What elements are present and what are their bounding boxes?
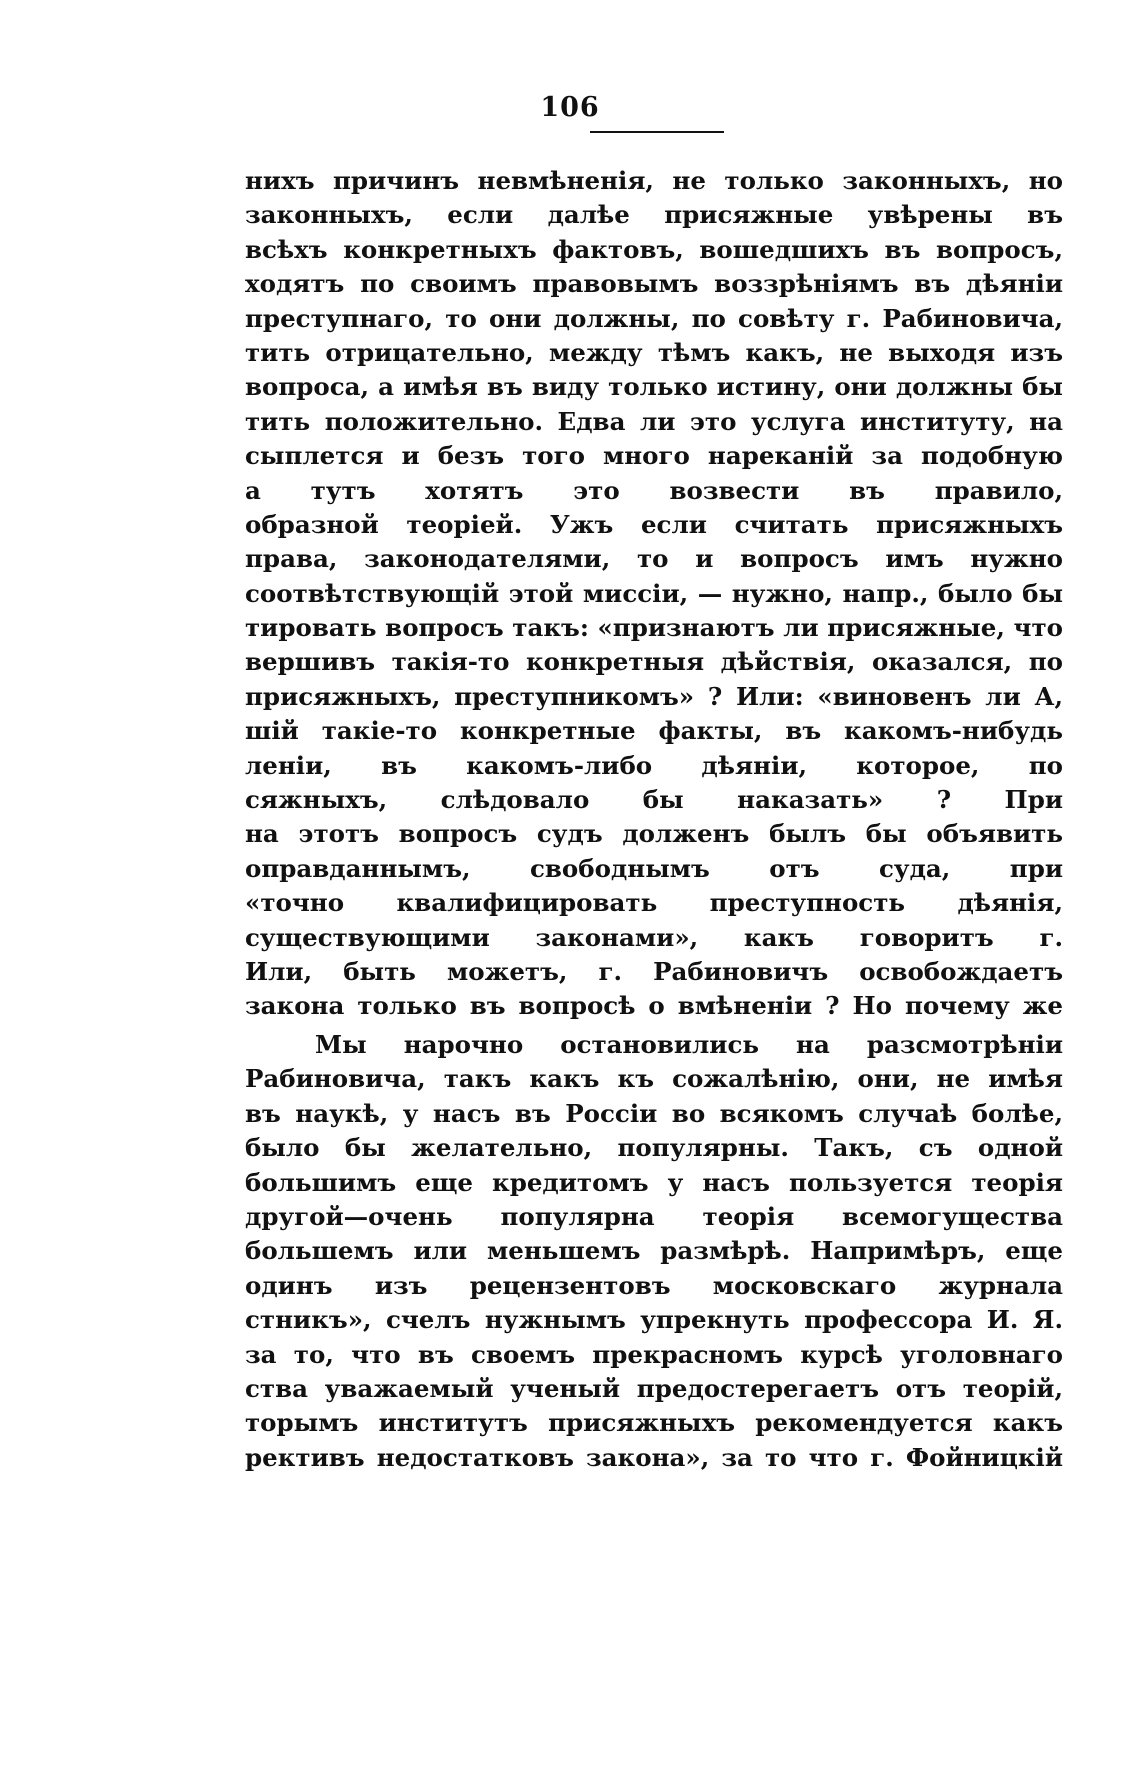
text-line: закона только въ вопросѣ о вмѣненіи ? Но почему же [245, 991, 1063, 1021]
text-line: тить отрицательно, между тѣмъ какъ, не выходя изъ [245, 337, 1063, 367]
text-line: торымъ институтъ присяжныхъ рекомендуется какъ [245, 1408, 1063, 1438]
text-line: вопроса, а имѣя въ виду только истину, они должны бы [245, 372, 1063, 402]
text-line: вершивъ такія-то конкретныя дѣйствія, оказался, по [245, 647, 1063, 677]
text-line: существующими законами», какъ говоритъ г. [245, 922, 1063, 952]
text-line: законныхъ, если далѣе присяжные увѣрены въ [245, 200, 1063, 230]
text-line: на этотъ вопросъ судъ долженъ былъ бы объявить [245, 819, 1063, 849]
text-line: шій такіе-то конкретные факты, въ какомъ-нибудь [245, 716, 1063, 746]
text-line: всѣхъ конкретныхъ фактовъ, вошедшихъ въ вопросъ, [245, 234, 1063, 264]
text-line: преступнаго, то они должны, по совѣту г. Рабиновича, [245, 303, 1063, 333]
page-number-rule [590, 131, 724, 133]
text-line: сыплется и безъ того много нареканій за подобную [245, 441, 1063, 471]
text-line: присяжныхъ, преступникомъ» ? Или: «виновенъ ли А, [245, 681, 1063, 711]
text-line: ходятъ по своимъ правовымъ воззрѣніямъ въ дѣяніи [245, 269, 1063, 299]
text-line: другой—очень популярна теорія всемогущества [245, 1201, 1063, 1231]
page-number: 106 [540, 92, 600, 123]
text-line: Мы нарочно остановились на разсмотрѣніи [315, 1030, 1063, 1059]
text-line: стникъ», счелъ нужнымъ упрекнуть профессора И. Я. [245, 1305, 1063, 1335]
text-line: Или, быть можетъ, г. Рабиновичъ освобождаетъ [245, 956, 1063, 986]
text-line: было бы желательно, популярны. Такъ, съ одной [245, 1133, 1063, 1163]
text-line: тить положительно. Едва ли это услуга институту, на [245, 406, 1063, 436]
text-line: одинъ изъ рецензентовъ московскаго журнала [245, 1270, 1063, 1300]
text-line: тировать вопросъ такъ: «признаютъ ли присяжные, что [245, 613, 1063, 643]
text-line: въ наукѣ, у насъ въ Россіи во всякомъ случаѣ болѣе, [245, 1098, 1063, 1128]
text-line: ства уважаемый ученый предостерегаетъ отъ теорій, [245, 1373, 1063, 1403]
text-line: а тутъ хотятъ это возвести въ правило, [245, 475, 1063, 505]
text-line: образной теоріей. Ужъ если считать присяжныхъ [245, 509, 1063, 539]
text-line: большимъ еще кредитомъ у насъ пользуется теорія [245, 1167, 1063, 1197]
text-line: оправданнымъ, свободнымъ отъ суда, при [245, 853, 1063, 883]
text-line: за то, что въ своемъ прекрасномъ курсѣ уголовнаго [245, 1339, 1063, 1369]
text-line: права, законодателями, то и вопросъ имъ нужно [245, 544, 1063, 574]
text-line: «точно квалифицировать преступность дѣянія, [245, 888, 1063, 918]
paragraph-2 [245, 1028, 1063, 1475]
text-line: соотвѣтствующій этой миссіи, — нужно, напр., было бы [245, 578, 1063, 608]
paragraph-1 [245, 164, 1063, 1024]
text-line: леніи, въ какомъ-либо дѣяніи, которое, по [245, 750, 1063, 780]
text-line: сяжныхъ, слѣдовало бы наказать» ? При [245, 785, 1063, 815]
text-line: нихъ причинъ невмѣненія, не только законныхъ, но [245, 166, 1063, 195]
text-line: большемъ или меньшемъ размѣрѣ. Напримѣръ, еще [245, 1236, 1063, 1266]
text-line: Рабиновича, такъ какъ къ сожалѣнію, они, не имѣя [245, 1064, 1063, 1094]
text-line: рективъ недостатковъ закона», за то что г. Фойницкій [245, 1442, 1063, 1472]
